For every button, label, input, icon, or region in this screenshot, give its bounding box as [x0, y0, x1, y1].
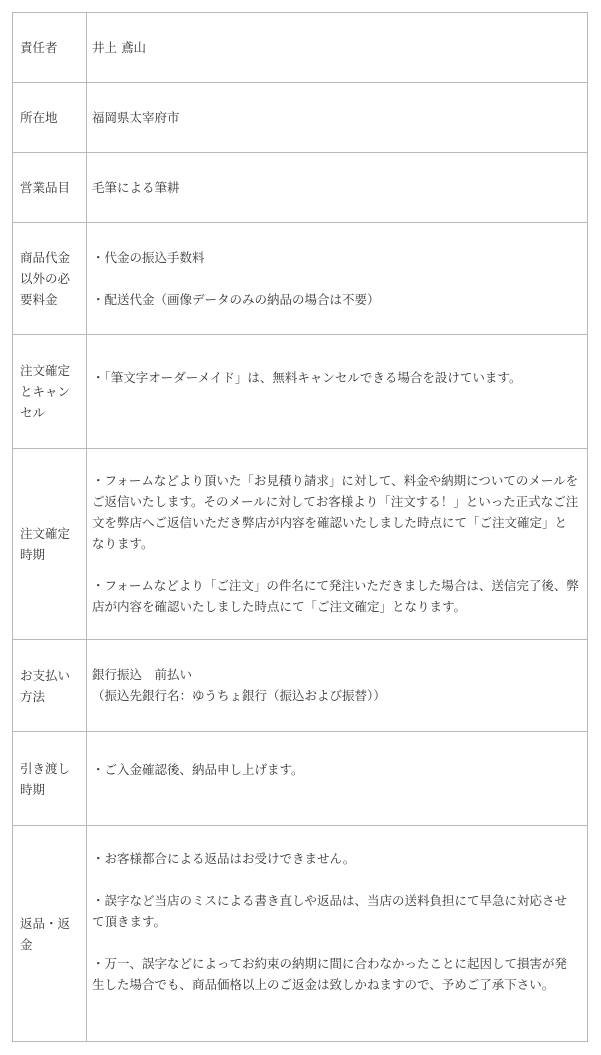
row-value [87, 153, 588, 222]
value-text: ・「筆文字オーダーメイド」は、無料キャンセルできる場合を設けています。 [92, 370, 522, 385]
value-text: ・代金の振込手数料 [92, 250, 205, 265]
table-row-payment [13, 640, 588, 732]
row-label: 所在地 [13, 83, 87, 152]
row-label: お支払い方法 [13, 640, 87, 731]
value-text: ・お客様都合による返品はお受けできません。 [92, 851, 356, 866]
value-text: 福岡県太宰府市 [92, 110, 180, 125]
value-text: 井上 鳶山 [92, 40, 146, 55]
row-label: 商品代金以外の必要料金 [13, 223, 87, 334]
table-row-order-cancel [13, 335, 588, 449]
value-text: 銀行振込 前払い [92, 667, 193, 682]
row-value [87, 335, 588, 448]
table-row-returns [13, 826, 588, 1042]
value-text: ・誤字など当店のミスによる書き直しや返品は、当店の送料負担にて早急に対応させて頂きます。 [92, 893, 568, 929]
row-label: 営業品目 [13, 153, 87, 222]
row-value [87, 732, 588, 825]
row-label: 注文確定とキャンセル [13, 335, 87, 448]
table-row-extra-fees [13, 223, 588, 335]
row-value [87, 83, 588, 152]
row-value [87, 13, 588, 82]
row-value [87, 223, 588, 334]
value-text: ・配送代金（画像データのみの納品の場合は不要） [92, 292, 380, 307]
row-value [87, 449, 588, 639]
value-text: 毛筆による筆耕 [92, 180, 180, 195]
row-label: 責任者 [13, 13, 87, 82]
table-row-address [13, 83, 588, 153]
business-info-table [12, 12, 588, 1042]
value-text: ・フォームなどより頂いた「お見積り請求」に対して、料金や納期についてのメールをご返信いたします。そのメールに対してお客様より「注文する！」といった正式なご注文を弊店へご返信いただき弊店が内容を確認いたしました時点にて「ご注文確定」となります。 [92, 473, 579, 551]
row-label: 返品・返金 [13, 826, 87, 1041]
table-row-delivery [13, 732, 588, 826]
row-label: 引き渡し時期 [13, 732, 87, 825]
row-label: 注文確定時期 [13, 449, 87, 639]
table-row-order-timing [13, 449, 588, 640]
value-text: ・万一、誤字などによってお約束の納期に間に合わなかったことに起因して損害が発生した場合でも、商品価格以上のご返金は致しかねますので、予めご了承下さい。 [92, 956, 568, 992]
row-value [87, 640, 588, 731]
value-text: （振込先銀行名：ゆうちょ銀行（振込および振替）） [92, 688, 386, 703]
row-value [87, 826, 588, 1041]
value-text: ・ご入金確認後、納品申し上げます。 [92, 762, 304, 777]
table-row-manager [13, 13, 588, 83]
table-row-business-items [13, 153, 588, 223]
value-text: ・フォームなどより「ご注文」の件名にて発注いただきました場合は、送信完了後、弊店が内容を確認いたしました時点にて「ご注文確定」となります。 [92, 578, 579, 614]
